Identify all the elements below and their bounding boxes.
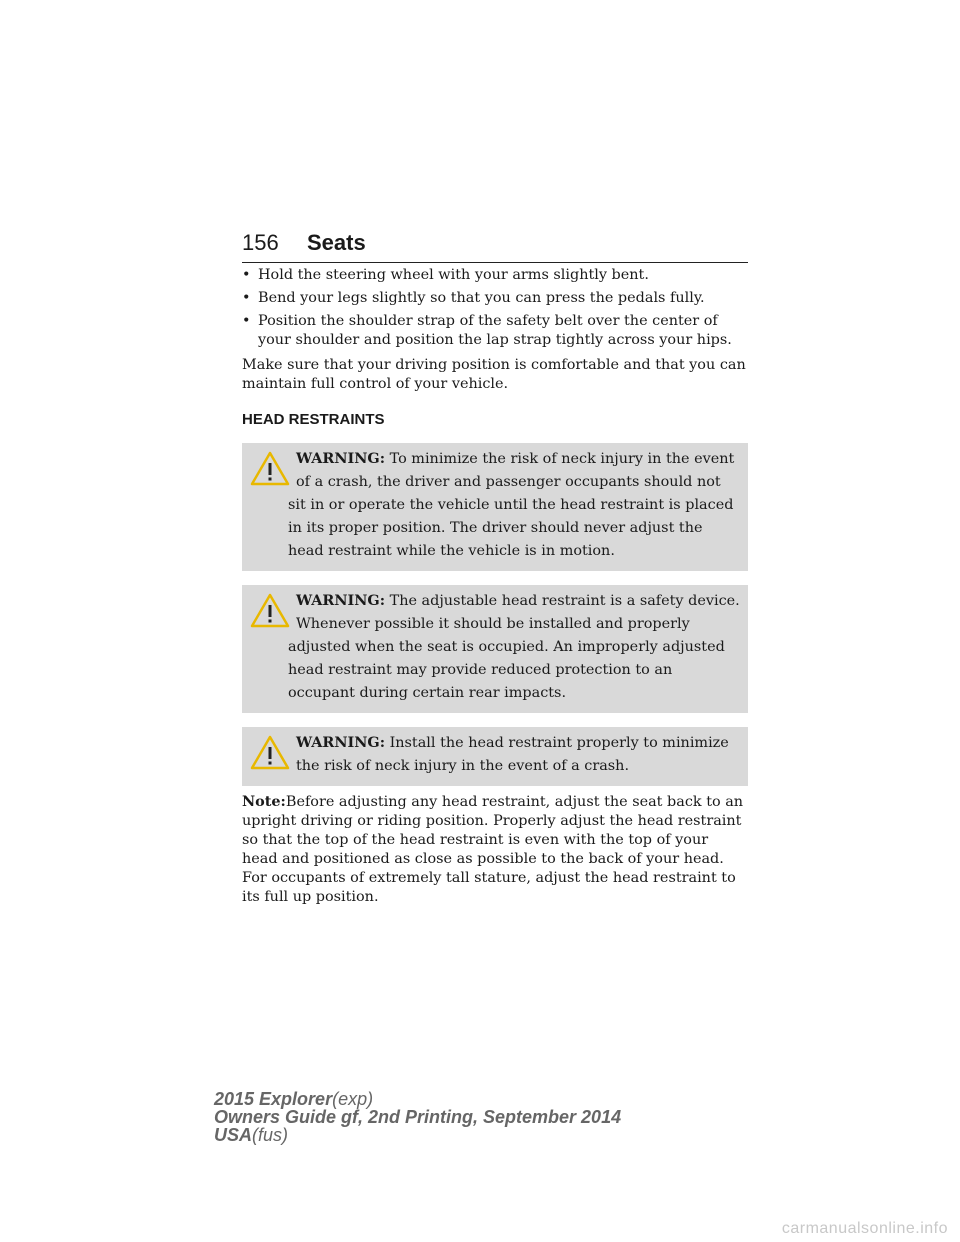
warning-box [242,585,748,713]
note-paragraph [242,792,748,907]
warning-label: WARNING: [296,592,386,609]
page-header [242,228,748,263]
warning-text: Install the head restraint properly to minimize the risk of neck injury in the event of a crash. [296,735,729,774]
warning-triangle-icon [250,735,290,771]
footer-model-code: (exp) [332,1089,374,1109]
warning-text: The adjustable head restraint is a safety device. Whenever possible it should be installed and properly adjusted when the seat is occupied. An improperly adjusted head restraint may provide reduced protection to an occupant during certain rear impacts. [288,593,740,701]
warning-text: To minimize the risk of neck injury in the event of a crash, the driver and passenger occupants should not sit in or operate the vehicle until the head restraint is placed in its proper position. The driver should never adjust the head restraint while the vehicle is in motion. [288,451,735,559]
warning-triangle-icon [250,451,290,487]
bullet-dot: • [242,290,251,306]
warning-box [242,727,748,786]
list-item [242,266,748,285]
list-item [242,312,748,350]
bullet-list [242,266,748,350]
bullet-text: Hold the steering wheel with your arms slightly bent. [258,267,649,283]
watermark: carmanualsonline.info [781,1220,948,1237]
page-number: 156 [242,230,279,255]
body-paragraph: Make sure that your driving position is comfortable and that you can maintain full control of your vehicle. [242,357,746,392]
footer-line-guide: Owners Guide gf, 2nd Printing, September 2014 [214,1107,622,1127]
page-content [242,266,748,907]
footer-market-code: (fus) [252,1125,289,1145]
section-heading: HEAD RESTRAINTS [242,411,385,428]
footer-market: USA [214,1125,253,1145]
footer-model: 2015 Explorer [214,1089,333,1109]
footer-line-market [214,1126,621,1144]
warning-label: WARNING: [296,450,386,467]
note-text: Before adjusting any head restraint, adjust the seat back to an upright driving or riding position. Properly adjust the head restraint so that the top of the head restraint is even with the top of your head and positioned as close as possible to the back of your head. For occupants of extremely tall stature, adjust the head restraint to its full up position. [242,794,744,905]
section-title: Seats [307,230,366,255]
note-label: Note: [242,793,286,810]
list-item [242,289,748,308]
footer-line-model [214,1090,621,1108]
warning-label: WARNING: [296,734,386,751]
bullet-text: Position the shoulder strap of the safety belt over the center of your shoulder and position the lap strap tightly across your hips. [258,313,732,348]
warning-triangle-icon [250,593,290,629]
bullet-dot: • [242,313,251,329]
bullet-dot: • [242,267,251,283]
bullet-text: Bend your legs slightly so that you can press the pedals fully. [258,290,705,306]
document-footer [214,1090,621,1144]
warning-box [242,443,748,571]
